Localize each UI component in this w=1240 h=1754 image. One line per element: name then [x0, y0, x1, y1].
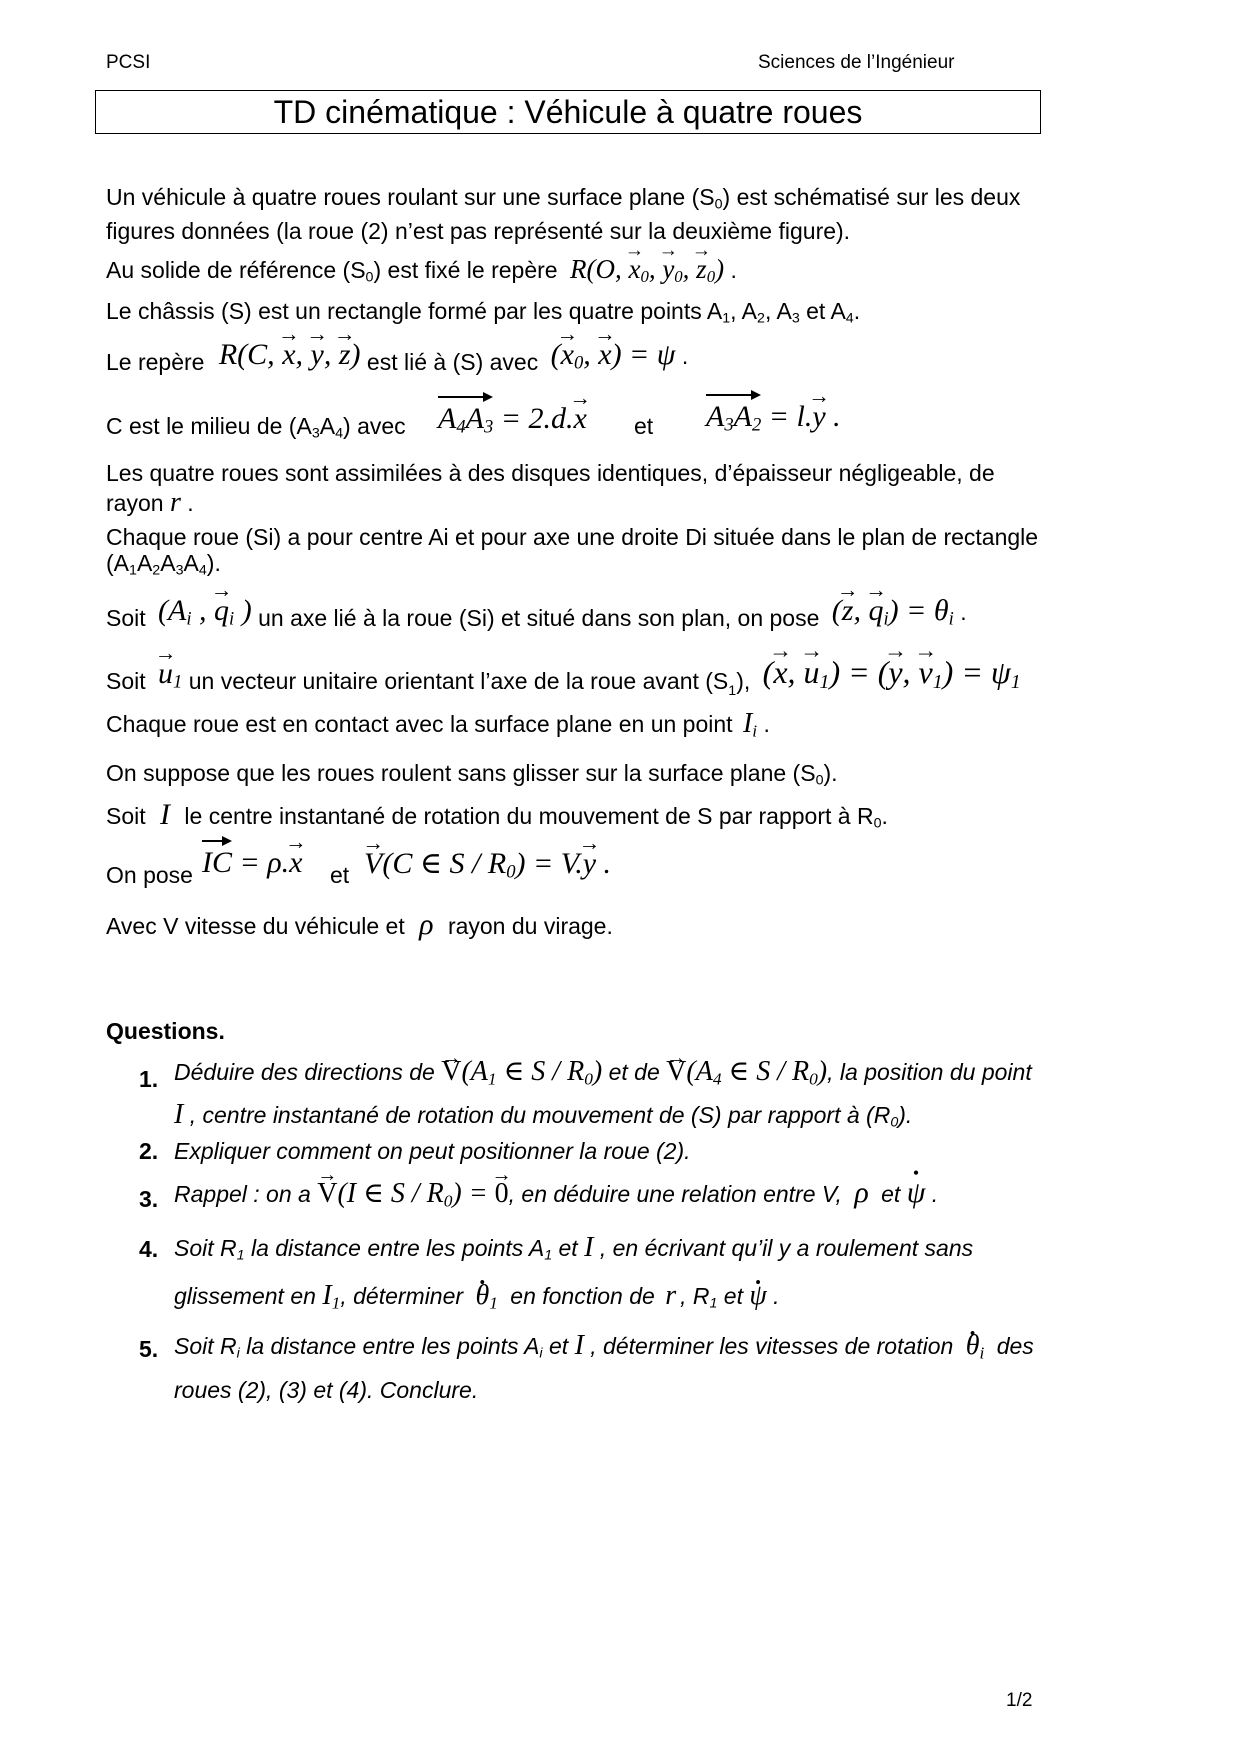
vector-A3A2-formula: $A_3A_2 = l.y$ → .	[706, 400, 841, 437]
question-4: Soit $R_1$ la distance entre les points $A_1$ et I , en écrivant qu’il y a roulement sans glissement en $I_1$, déterminer θ $•_1$ en fonction de r , $R_1$ et ψ • .	[174, 1228, 973, 1323]
question-1: Déduire des directions de $V \to(A_1$ ∈ S / $R_0$) et de $V \to(A_4$ ∈ S / $R_0$), la position du point I , centre instantané de rotation du mouvement de (S) par rapport à $(R_0)$.	[174, 1054, 1032, 1141]
frame-R-formula: R(C, x →, y →, z →)	[219, 338, 361, 371]
paragraph-icr: Soit I le centre instantané de rotation du mouvement de S par rapport à $R_0$.	[106, 798, 888, 832]
paragraph-wheels: Les quatre roues sont assimilées à des disques identiques, d’épaisseur négligeable, de rayon r .	[106, 460, 995, 518]
question-5: Soit $R_i$ la distance entre les points $A_i$ et I , déterminer les vitesses de rotation θ $•_i$ des roues (2), (3) et (4). Conclure.	[174, 1328, 1034, 1408]
vector-A4A3-formula: $A_4A_3 = 2.d.x$ →	[438, 402, 587, 439]
paragraph-intro: Un véhicule à quatre roues roulant sur une surface plane $(S_0)$ est schématisé sur les deux figures données (la roue (2) n’est pas représenté sur la deuxième figure).	[106, 184, 1021, 244]
axis-Ai-qi-formula: ($A_i$ , $q \to_i$ )	[158, 594, 252, 627]
paragraph-contact-point: Chaque roue est en contact avec la surface plane en un point $I_i$ .	[106, 708, 770, 741]
question-1-number: 1.	[139, 1066, 159, 1092]
question-3-number: 3.	[139, 1186, 159, 1212]
paragraph-reference-frame: Au solide de référence $(S_0)$ est fixé le repère R(O, $x \to_0$, $y \to_0$, $z \to_0$) .	[106, 254, 737, 287]
paragraph-chassis-frame: Le repère R(C, x →, y →, z →) est lié à (S) avec ($x \to_0$, x →) = ψ .	[106, 338, 688, 376]
title-box	[95, 90, 1041, 134]
paragraph-no-slip: On suppose que les roues roulent sans glisser sur la surface plane $(S_0)$.	[106, 760, 838, 789]
paragraph-on-pose-et: et	[330, 862, 350, 888]
paragraph-midpoint-et: et	[634, 413, 654, 439]
question-2: Expliquer comment on peut positionner la roue (2).	[174, 1138, 691, 1164]
header-course: PCSI	[106, 52, 151, 73]
question-2-number: 2.	[139, 1138, 159, 1164]
vector-u1: $u \to_1$	[158, 657, 182, 690]
paragraph-wheel-axis: Chaque roue (Si) a pour centre Ai et pour axe une droite Di située dans le plan de rectangle $(A_1A_2A_3A_4)$.	[106, 524, 1039, 579]
angle-theta-formula: (z →, $q \to_i) = \theta_i$	[832, 594, 954, 627]
page-number: 1/2	[1006, 1690, 1033, 1711]
vector-IC-formula: IC = ρ.x →	[202, 846, 302, 880]
header-subject: Sciences de l’Ingénieur	[758, 52, 955, 73]
question-4-number: 4.	[139, 1236, 159, 1262]
question-5-number: 5.	[139, 1336, 159, 1362]
question-3: Rappel : on a V →(I ∈ $S / R_0) = 0$ →, en déduire une relation entre V, ρ et ψ • .	[174, 1176, 938, 1211]
velocity-C-formula: V →(C ∈ $S / R_0) = V.y$ → .	[364, 846, 611, 884]
angle-psi1-formula: (x →, $u \to_1) = (y$ →, $v \to_1) = \psi_1$	[763, 654, 1021, 690]
paragraph-velocity-radius: Avec V vitesse du véhicule et ρ rayon du virage.	[106, 908, 613, 941]
questions-heading: Questions.	[106, 1018, 225, 1044]
page-title: TD cinématique : Véhicule à quatre roues	[273, 94, 863, 130]
frame-R0-formula: R(O, $x \to_0$, $y \to_0$, $z \to_0$)	[570, 254, 724, 284]
angle-psi-formula: ($x \to_0$, x →) = ψ	[551, 338, 676, 371]
paragraph-chassis: Le châssis (S) est un rectangle formé par les quatre points $A_1$, $A_2$, $A_3$ et $A_4$.	[106, 298, 861, 327]
paragraph-midpoint: C est le milieu de $(A_3A_4)$ avec	[106, 413, 406, 442]
paragraph-front-wheel: Soit $u \to_1$ un vecteur unitaire orientant l’axe de la roue avant $(S_1)$, (x →, $u \to_1) = (y$ →, $v \to_1) = \psi_1$	[106, 654, 1021, 699]
paragraph-wheel-angle: Soit ($A_i$ , $q \to_i$ ) un axe lié à la roue (Si) et situé dans son plan, on pose (z →, $q \to_i) = \theta_i$ .	[106, 594, 967, 632]
paragraph-on-pose: On pose	[106, 862, 193, 888]
